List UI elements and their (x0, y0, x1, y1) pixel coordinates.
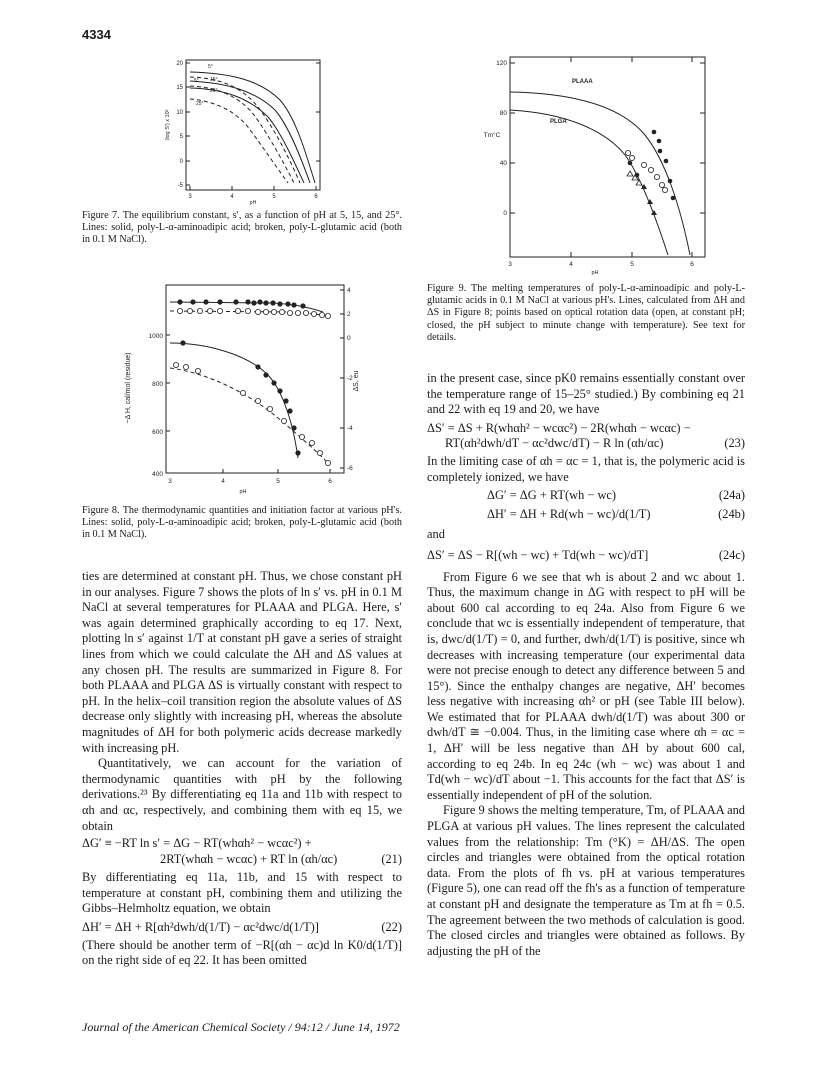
fig7-curve-label: 15° (210, 77, 218, 83)
fig8-xtick: 6 (328, 478, 332, 485)
fig7-ytick: -5 (177, 183, 183, 189)
fig8-ytick-left: 800 (152, 381, 163, 388)
fig8-caption: Figure 8. The thermodynamic quantities and initiation factor at various pH's. Lines: solid, poly-L-α-aminoadipic acid; broken, poly-L-glutamic acid (both in 0.1 M NaCl). (82, 505, 402, 541)
fig8-xtick: 3 (168, 478, 172, 485)
eq22-text: ΔH′ = ΔH + R[αh²dwh/d(1/T) − αc²dwc/d(1/T)] (82, 920, 319, 935)
fig8-ytick-left: 400 (152, 471, 163, 478)
and-text: and (427, 527, 445, 542)
fig7-ytick: 20 (176, 61, 183, 67)
equation-24b (427, 507, 745, 523)
equation-21 (82, 836, 402, 867)
fig7-ytick: 0 (179, 159, 183, 165)
equation-24a (427, 488, 745, 504)
figure-7 (150, 55, 325, 205)
equation-23 (427, 421, 745, 452)
fig7-ytick: 10 (176, 110, 183, 116)
fig8-xtick: 4 (221, 478, 225, 485)
eq21-line2: 2RT(whαh − wcαc) + RT ln (αh/αc) (160, 851, 338, 866)
right-paragraph-2: In the limiting case of αh = αc = 1, that is, the polymeric acid is completely ionized, we have (427, 453, 745, 484)
fig7-ylabel: (log S′) x 10² (165, 109, 171, 141)
figure-9 (470, 55, 710, 275)
fig7-xlabel: pH (249, 200, 257, 206)
fig8-ytick-right: 0 (347, 335, 351, 342)
fig9-label-plaaa: PLAAA (572, 79, 593, 85)
eq21-line1: ΔG′ ≡ −RT ln s′ = ΔG − RT(whαh² − wcαc²) + (82, 836, 312, 851)
fig9-label-plga: PLGA (550, 119, 567, 125)
fig9-xtick: 6 (690, 261, 694, 268)
fig7-curve-label: 5° (194, 78, 199, 84)
left-paragraph-1: ties are determined at constant pH. Thus, we chose constant pH in our analyses. Figure 7 shows the plots of ln s′ vs. pH in 0.1 M NaCl at several temperatures for PLAAA and PLGA. Here, s′ was again determined graphically according to eq 17. Next, plotting ln s′ against 1/T at constant pH gave a series of straight lines from which we could calculate the ΔH and ΔS values at any chosen pH. The results are summarized in Figure 8. For both PLAAA and PLGA ΔS is virtually constant with respect to pH. In the helix–coil transition region the absolute values of ΔS decrease only slightly with increasing pH, whereas the absolute magnitudes of ΔH for both polymeric acids decrease markedly with increasing pH. (82, 569, 402, 755)
fig7-curve-plaaa-15 (190, 81, 310, 183)
fig9-xtick: 4 (569, 261, 573, 268)
fig8-xlabel: pH (239, 489, 247, 495)
eq24a-text: ΔG′ = ΔG + RT(wh − wc) (487, 488, 617, 503)
fig8-xtick: 5 (276, 478, 280, 485)
fig9-curve-plaaa (510, 92, 690, 255)
fig7-caption: Figure 7. The equilibrium constant, s′, as a function of pH at 5, 15, and 25°. Lines: solid, poly-L-α-aminoadipic acid; broken, poly-L-glutamic acid (both in 0.1 M NaCl). (82, 210, 402, 246)
fig7-xtick: 3 (188, 194, 192, 200)
left-paragraph-2: Quantitatively, we can account for the variation of thermodynamic quantities with pH by the following derivations.²³ By differentiating eq 11a and 11b with respect to αh and αc, respectively, and combining them with eq 15, we obtain (82, 756, 402, 833)
fig7-xtick: 5 (272, 194, 276, 200)
fig8-ytick-right: -6 (347, 465, 353, 472)
eq23-line2: RT(αh²dwh/dT − αc²dwc/dT) − R ln (αh/αc) (445, 436, 664, 451)
fig8-ytick-right: 2 (347, 311, 351, 318)
eq24b-number: (24b) (718, 506, 745, 521)
fig7-curve-label: 25° (210, 88, 218, 94)
eq22-number: (22) (381, 920, 402, 935)
fig9-ytick: 80 (499, 110, 507, 117)
fig7-curve-label: 25° (196, 101, 204, 107)
fig9-xlabel: pH (591, 270, 599, 276)
fig8-ylabel-right: ΔS, eu (353, 370, 360, 392)
eq21-number: (21) (381, 851, 402, 866)
fig8-ytick-right: -2 (347, 375, 353, 382)
eq24c-text: ΔS′ = ΔS − R[(wh − wc) + Td(wh − wc)/dT] (427, 547, 649, 562)
fig9-curve-plga (510, 110, 668, 255)
right-column (427, 371, 745, 959)
eq24c-number: (24c) (718, 547, 745, 562)
right-paragraph-4: Figure 9 shows the melting temperature, Tm, of PLAAA and PLGA at various pH values. The lines represent the calculated values from the relationship: Tm (°K) = ΔH/ΔS. The open circles and triangles were obtained from the optical rotation data. From the plots of fh vs. pH at various temperatures (Figure 5), one can read off the fh's as a function of temperature at constant pH and designate the temperature as Tm at fh = 0.5. The agreement between the two methods of calculation is good. The closed circles and triangles were obtained as follows. By adjusting the pH of the (427, 803, 745, 958)
eq23-number: (23) (724, 436, 745, 451)
fig7-ytick: 5 (179, 134, 183, 140)
fig8-dh-plga (170, 368, 326, 461)
fig9-ytick: 0 (503, 210, 507, 217)
fig9-caption: Figure 9. The melting temperatures of poly-L-α-aminoadipic and poly-L-glutamic acids in 0.1 M NaCl at various pH's. Lines, calculated from ΔH and ΔS in Figure 8; points based on optical rotation data (open, at constant pH; closed, the pH subject to minute change with temperature). See text for details. (427, 283, 745, 343)
equation-22 (82, 920, 402, 936)
left-column (82, 569, 402, 969)
fig9-frame (510, 57, 705, 257)
equation-24c (427, 548, 745, 564)
fig8-ytick-right: -4 (347, 425, 353, 432)
left-paragraph-4: (There should be another term of −R[(αh − αc)d ln K0/d(1/T)] on the right side of eq 22. It has been omitted (82, 937, 402, 968)
fig8-ytick-left: 600 (152, 429, 163, 436)
fig7-curve-plga-25 (190, 99, 288, 183)
fig8-ytick-left: 1000 (148, 333, 163, 340)
fig7-curve-label: 5° (208, 64, 213, 70)
fig7-curve-plga-15 (190, 86, 294, 183)
fig9-ytick: 120 (496, 60, 507, 67)
fig7-xtick: 4 (230, 194, 234, 200)
eq24b-text: ΔH′ = ΔH + Rd(wh − wc)/d(1/T) (487, 506, 651, 521)
page-number: 4334 (82, 27, 111, 42)
fig7-ytick: 15 (176, 85, 183, 91)
left-paragraph-3: By differentiating eq 11a, 11b, and 15 with respect to temperature at constant pH, combining them and utilizing the Gibbs–Helmholtz equation, we obtain (82, 870, 402, 916)
fig7-curve-plga-5 (190, 77, 300, 183)
fig7-xtick: 6 (314, 194, 318, 200)
figure-8 (108, 283, 358, 498)
journal-footer: Journal of the American Chemical Society / 94:12 / June 14, 1972 (82, 1020, 400, 1034)
fig8-frame (166, 285, 344, 473)
right-paragraph-1: in the present case, since pK0 remains essentially constant over the temperature range of 15–25° studied.) By combining eq 21 and 22 with eq 19 and 20, we have (427, 371, 745, 417)
fig9-xtick: 5 (630, 261, 634, 268)
fig9-xtick: 3 (508, 261, 512, 268)
fig8-ylabel-left: −Δ H, cal/mol (residue) (125, 352, 132, 424)
fig9-ylabel: Tm°C (483, 132, 501, 139)
eq24a-number: (24a) (718, 488, 745, 503)
fig7-frame (186, 60, 320, 190)
fig9-ytick: 40 (499, 160, 507, 167)
fig8-ytick-right: 4 (347, 287, 351, 294)
eq23-line1: ΔS′ = ΔS + R(whαh² − wcαc²) − 2R(whαh − wcαc) − (427, 420, 691, 435)
fig8-dh-plaaa (170, 343, 298, 458)
right-paragraph-3: From Figure 6 we see that wh is about 2 and wc about 1. Thus, the maximum change in ΔG with respect to pH will be about 600 cal according to eq 24a. Also from Figure 6 we conclude that wc is essentially independent of temperature, that is, dwc/d(1/T) = 0, and further, dwh/d(1/T) is positive, since wh decreases with increasing temperature (our experimental data were not precise enough to detect any difference between 5 and 15°). Since the enthalpy changes are negative, ΔH′ becomes less negative with increasing αh² or pH (see Table III below). We estimated that for PLAAA dwh/d(1/T) was about 300 or dwh/dT ≅ −0.004. Thus, in the limiting case where αh = αc = 1, ΔH′ will be less negative than ΔH by about 600 cal, according to eq 24b. In eq 24c (wh − wc) was about 1 and Td(wh − wc)/dT about −1. This accounts for the fact that ΔS′ is essentially independent of pH of the solution. (427, 569, 745, 802)
